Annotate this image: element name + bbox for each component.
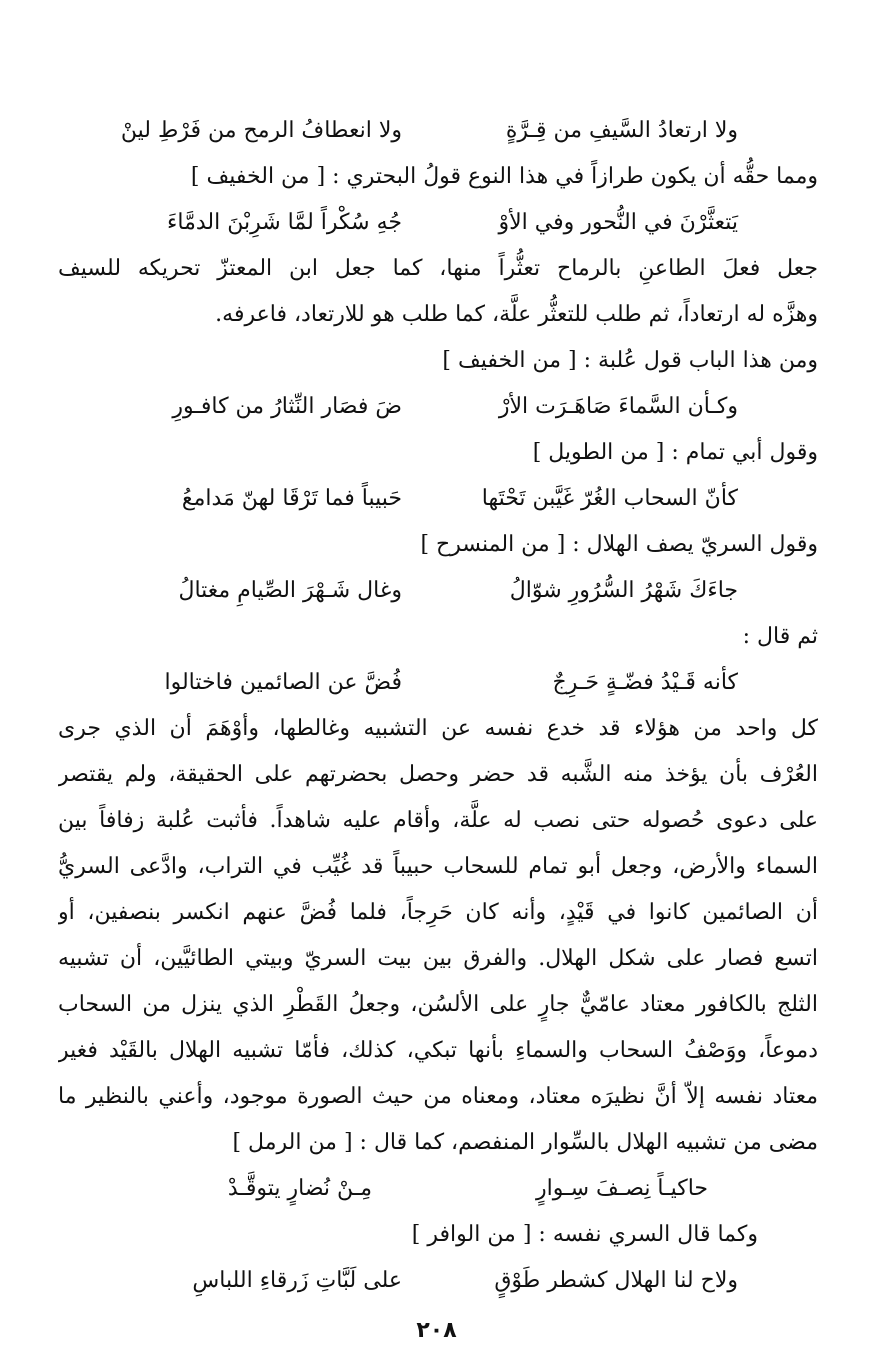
verse-second-hemistich: على لَبَّاتِ زَرقاءِ اللباسِ <box>192 1268 402 1293</box>
prose-line: العُرْف بأن يؤخذ منه الشَّبه قد حضر وحصل بحضرتهم على الحقيقة، ولم يقتصر <box>58 762 818 787</box>
verse-first-hemistich: حاكيـاً نِصـفَ سِـوارٍ <box>536 1176 708 1201</box>
verse-second-hemistich: وغال شَـهْرَ الصِّيامِ مغتالُ <box>178 578 402 603</box>
verse-line <box>58 1166 818 1212</box>
verse-first-hemistich: يَتعثَّرْنَ في النُّحور وفي الأوْ <box>498 210 738 235</box>
prose-line: أن الصائمين كانوا في قَيْدٍ، وأنه كان حَرِجاً، فلما فُضَّ عنهم انكسر بنصفين، أو <box>58 900 818 925</box>
prose-line: على دعوى حُصوله حتى نصب له علَّة، وأقام عليه شاهداً. فأثبت عُلبة زفافاً بين <box>58 808 818 833</box>
verse-line <box>58 384 818 430</box>
document-page <box>58 108 818 1304</box>
page-number: ٢٠٨ <box>416 1318 457 1343</box>
verse-first-hemistich: جاءَكَ شَهْرُ السُّرُورِ شوّالُ <box>509 578 738 603</box>
verse-line <box>58 1258 818 1304</box>
verse-first-hemistich: وكـأن السَّماءَ صَاهَـرَت الأرْ <box>498 394 738 419</box>
verse-first-hemistich: كأنّ السحاب الغُرّ غَيَّبن تَحْتَها <box>481 486 738 511</box>
verse-first-hemistich: ولاح لنا الهلال كشطر طَوْقٍ <box>494 1268 738 1293</box>
prose-line: السماء والأرض، وجعل أبو تمام للسحاب حبيباً قد غُيِّب في التراب، وادَّعى السريُّ <box>58 854 818 879</box>
prose-line: اتسع فصار على شكل الهلال. والفرق بين بيت السريّ وبيتي الطائيَّين، أن تشبيه <box>58 946 818 971</box>
prose-line: جعل فعلَ الطاعنِ بالرماح تعثُّراً منها، كما جعل ابن المعتزّ تحريكه للسيف <box>58 256 818 281</box>
prose-line: دموعاً، ووَصْفُ السحاب والسماءِ بأنها تبكي، كذلك، فأمّا تشبيه الهلال بالقَيْد فغير <box>58 1038 818 1063</box>
verse-first-hemistich: ولا ارتعادُ السَّيفِ من قِـرَّةٍ <box>505 118 738 143</box>
verse-second-hemistich: ولا انعطافُ الرمح من فَرْطِ لينْ <box>120 118 402 143</box>
verse-line <box>58 200 818 246</box>
verse-line <box>58 568 818 614</box>
verse-second-hemistich: حَبيباً فما تَرْقَا لهنّ مَدامعُ <box>181 486 402 511</box>
verse-second-hemistich: جُهِ سُكْراً لمَّا شَرِبْنَ الدمَّاءَ <box>167 210 402 235</box>
prose-line: ثم قال : <box>742 624 818 649</box>
verse-line <box>58 476 818 522</box>
prose-line: وقول أبي تمام : [ من الطويل ] <box>532 440 818 465</box>
prose-line: معتاد نفسه إلاّ أنَّ نظيرَه معتاد، ومعناه من حيث الصورة موجود، وأعني بالنظير ما <box>58 1084 818 1109</box>
verse-line <box>58 108 818 154</box>
prose-line: وقول السريّ يصف الهلال : [ من المنسرح ] <box>420 532 818 557</box>
prose-line: كل واحد من هؤلاء قد خدع نفسه عن التشبيه وغالطها، وأوْهَمَ أن الذي جرى <box>58 716 818 741</box>
verse-second-hemistich: فُضَّ عن الصائمين فاختالوا <box>164 670 402 695</box>
prose-line: وكما قال السري نفسه : [ من الوافر ] <box>411 1222 758 1247</box>
verse-first-hemistich: كأنه قَـيْدُ فضّـةٍ حَـرِجٌ <box>552 670 738 695</box>
prose-line: ومما حقُّه أن يكون طرازاً في هذا النوع قولُ البحتري : [ من الخفيف ] <box>190 164 818 189</box>
prose-line: وهزَّه له ارتعاداً، ثم طلب للتعثُّر علَّة، كما طلب هو للارتعاد، فاعرفه. <box>215 302 818 327</box>
verse-second-hemistich: مِـنْ نُضارٍ يتوقَّـدْ <box>227 1176 372 1201</box>
prose-line: ومن هذا الباب قول عُلبة : [ من الخفيف ] <box>442 348 818 373</box>
prose-line: مضى من تشبيه الهلال بالسِّوار المنفصم، كما قال : [ من الرمل ] <box>232 1130 818 1155</box>
verse-line <box>58 660 818 706</box>
prose-line: الثلج بالكافور معتاد عامّيٌّ جارٍ على الألسُن، وجعلُ القَطْرِ الذي ينزل من السحاب <box>58 992 818 1017</box>
verse-second-hemistich: ضَ فصَار النِّثارُ من كافـورِ <box>172 394 402 419</box>
